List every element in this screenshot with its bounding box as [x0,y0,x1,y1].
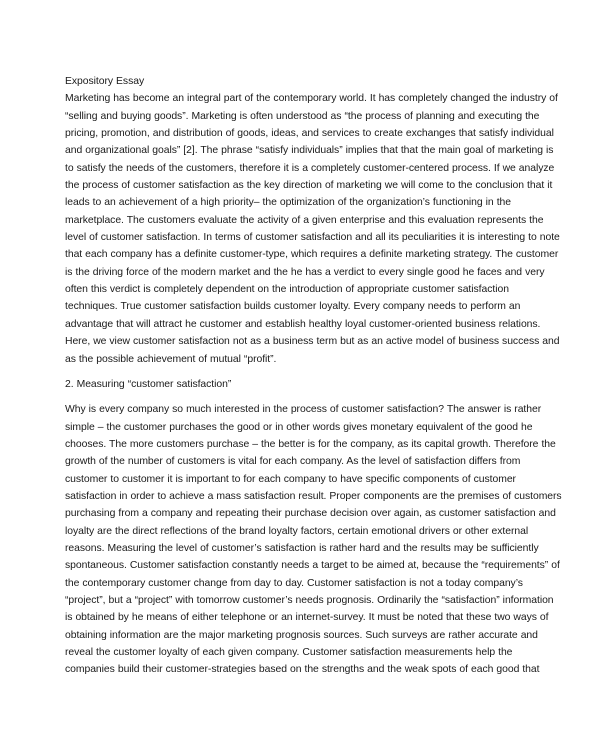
text-line: advantage that will attract he customer and establish healthy loyal customer-oriented business relations. [65,318,541,330]
text-line: Marketing has become an integral part of the contemporary world. It has completely changed the industry of [65,93,558,105]
document-body [65,73,562,679]
text-line: chooses. The more customers purchase – the better is for the company, as its capital growth. Therefore the [65,438,556,450]
text-line: obtaining information are the major marketing prognosis sources. Such surveys are rather accurate and [65,629,538,641]
text-line: Here, we view customer satisfaction not as a business term but as an active model of business success and [65,336,560,348]
text-line: leads to an achievement of a high priority– the optimization of the organization’s functioning in the [65,197,511,209]
text-line: is obtained by he means of either telephone or an internet-survey. It must be noted that these two ways of [65,612,549,624]
text-line: spontaneous. Customer satisfaction constantly needs a target to be aimed at, because the “requirements” of [65,560,560,572]
section-heading: 2. Measuring “customer satisfaction” [65,378,232,390]
text-line: that each company has a definite customer-type, which requires a definite marketing strategy. The customer [65,249,559,261]
text-line: reveal the customer loyalty of each given company. Customer satisfaction measurements help the [65,647,513,658]
text-line: pricing, promotion, and distribution of goods, ideas, and services to create exchanges that satisfy individual [65,128,554,140]
text-line: often this verdict is completely dependent on the introduction of appropriate customer satisfaction [65,284,509,296]
paragraph-measuring [65,401,562,679]
text-line: “project”, but a “project” with tomorrow customer’s needs prognosis. Ordinarily the “satisfaction” information [65,594,554,606]
text-line: customer to customer it is important to for each company to have specific components of customer [65,473,516,485]
text-line: and organizational goals” [2]. The phrase “satisfy individuals” implies that that the main goal of marketing is [65,145,554,157]
document-title: Expository Essay [65,76,145,87]
text-line: companies build their customer-strategies based on the strengths and the weak spots of each good that [65,664,540,676]
text-line: marketplace. The customers evaluate the activity of a given enterprise and this evaluation represents the [65,214,544,226]
text-line: is the driving force of the modern market and the he has a verdict to every single good he faces and very [65,266,545,278]
paragraph-intro [65,90,560,368]
paragraph-spacer [65,393,535,401]
text-line: reasons. Measuring the level of customer’s satisfaction is rather hard and the results may be sufficiently [65,542,539,554]
text-line: growth of the number of customers is vital for each company. As the level of satisfaction differs from [65,456,521,468]
text-line: purchasing from a company and repeating their purchase decision over again, as customer satisfaction and [65,508,556,520]
text-line: as the possible achievement of mutual “profit”. [65,353,277,365]
text-line: simple – the customer purchases the good or in other words gives monetary equivalent of the good he [65,421,533,433]
paragraph-spacer [65,368,535,376]
text-line: techniques. True customer satisfaction builds customer loyalty. Every company needs to perform an [65,301,521,313]
text-line: the contemporary customer change from day to day. Customer satisfaction is not a today company’s [65,577,523,589]
text-line: the process of customer satisfaction as the key direction of marketing we will come to the conclusion that it [65,180,553,192]
text-line: level of customer satisfaction. In terms of customer satisfaction and all its peculiarities it is interesting to note [65,232,560,244]
text-line: loyalty are the direct reflections of the brand loyalty factors, certain emotional drivers or other external [65,525,529,537]
text-line: Why is every company so much interested in the process of customer satisfaction? The answer is rather [65,404,542,416]
text-line: satisfaction in order to achieve a mass satisfaction result. Proper components are the premises of customers [65,490,562,502]
text-line: to satisfy the needs of the customers, therefore it is a completely customer-centered process. If we analyze [65,162,555,174]
text-line: “selling and buying goods”. Marketing is often understood as “the process of planning and executing the [65,110,540,122]
